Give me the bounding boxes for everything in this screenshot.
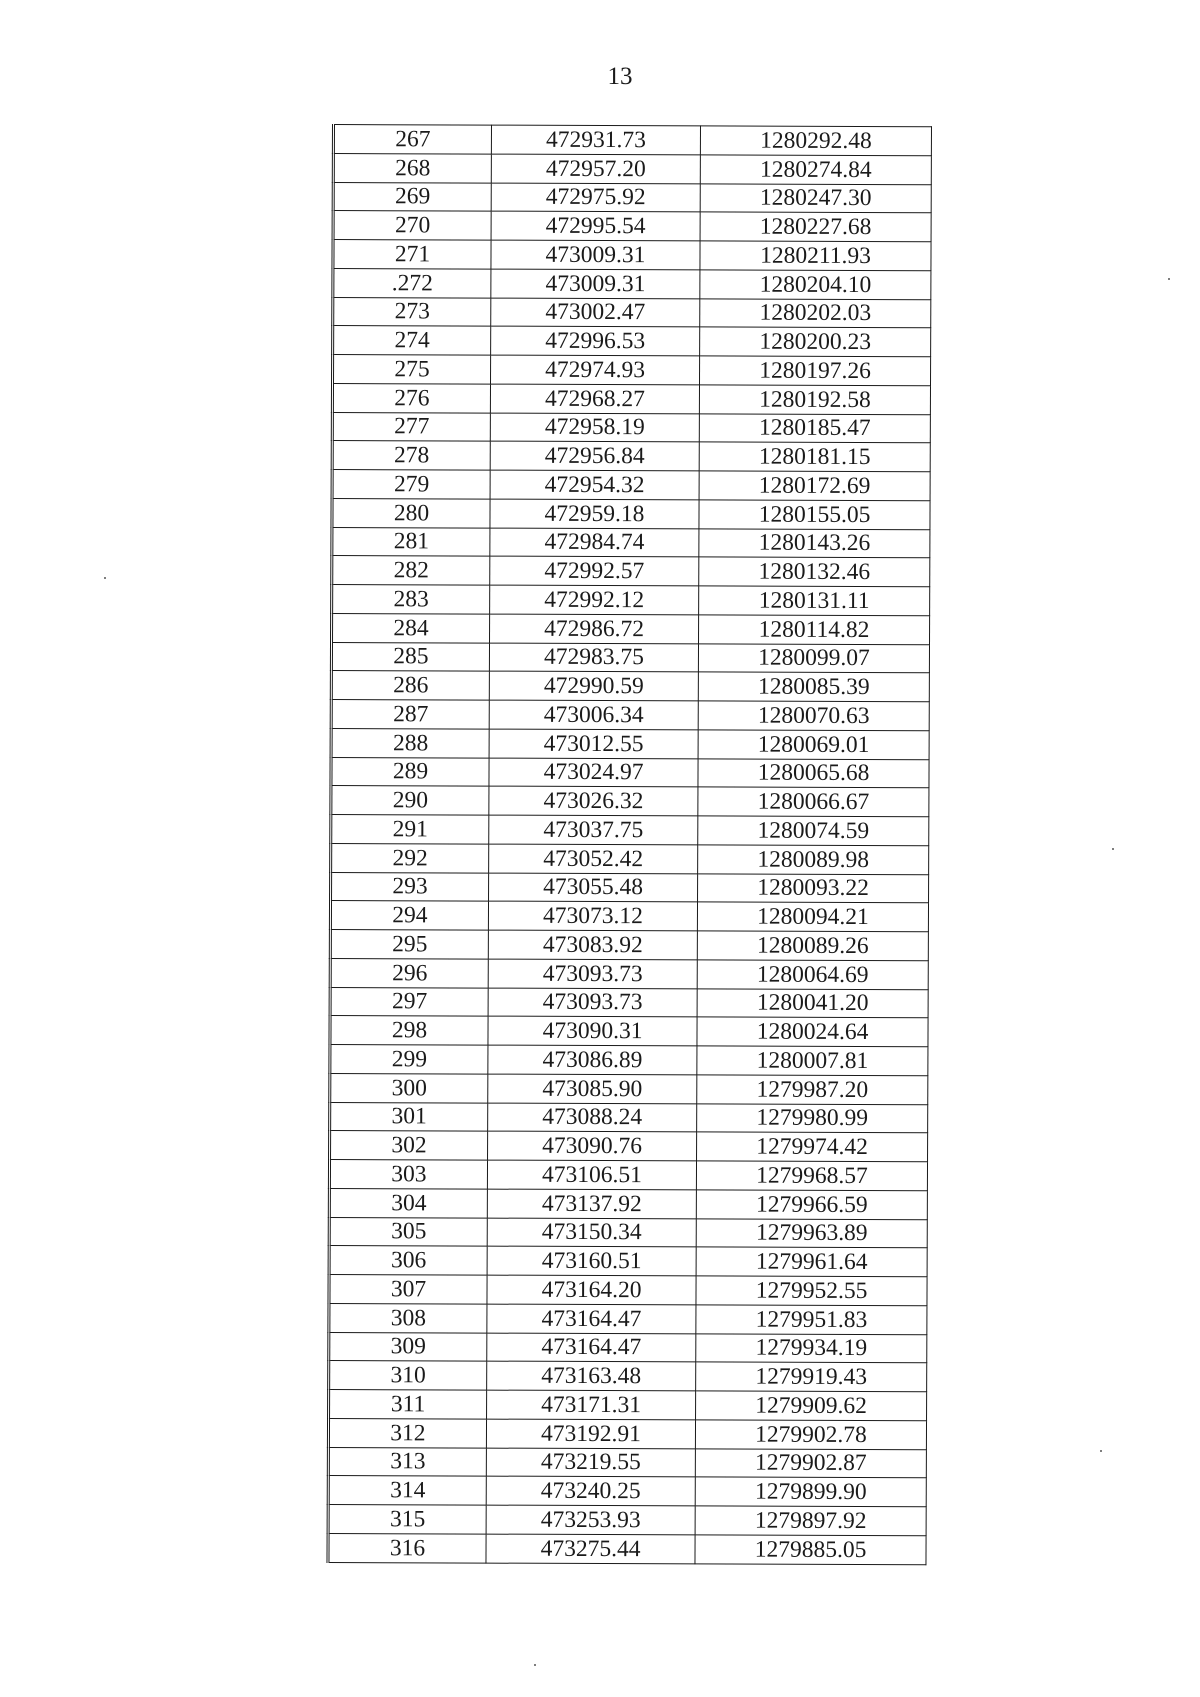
y-coordinate-cell: 1279919.43	[696, 1362, 927, 1392]
x-coordinate-cell: 473037.75	[489, 815, 698, 845]
x-coordinate-cell: 473088.24	[488, 1103, 697, 1133]
x-coordinate-cell: 473012.55	[489, 729, 698, 759]
y-coordinate-cell: 1279902.78	[695, 1420, 926, 1450]
table-row	[332, 412, 930, 443]
x-coordinate-cell: 473073.12	[488, 901, 697, 931]
y-coordinate-cell: 1280247.30	[700, 183, 931, 213]
table-row	[328, 1476, 926, 1507]
y-coordinate-cell: 1280074.59	[698, 816, 929, 846]
x-coordinate-cell: 472959.18	[490, 499, 699, 529]
y-coordinate-cell: 1280070.63	[698, 701, 929, 731]
x-coordinate-cell: 473253.93	[486, 1505, 695, 1535]
x-coordinate-cell: 472974.93	[490, 355, 699, 385]
table-row	[331, 671, 929, 702]
point-number-cell: 295	[330, 929, 488, 958]
table-row	[332, 585, 930, 616]
table-row	[333, 153, 931, 184]
table-row	[333, 182, 931, 213]
x-coordinate-cell: 473052.42	[489, 844, 698, 874]
point-number-cell: 291	[331, 815, 489, 844]
y-coordinate-cell: 1280131.11	[699, 586, 930, 616]
point-number-cell: 292	[331, 843, 489, 872]
table-row	[331, 757, 929, 788]
point-number-cell: 302	[330, 1131, 488, 1160]
x-coordinate-cell: 472984.74	[490, 528, 699, 558]
x-coordinate-cell: 473093.73	[488, 959, 697, 989]
scan-speck	[104, 577, 106, 579]
point-number-cell: 300	[330, 1073, 488, 1102]
point-number-cell: 277	[332, 412, 490, 441]
y-coordinate-cell: 1280085.39	[698, 672, 929, 702]
y-coordinate-cell: 1280094.21	[697, 902, 928, 932]
table-row	[329, 1159, 927, 1190]
table-row	[332, 498, 930, 529]
y-coordinate-cell: 1279987.20	[697, 1075, 928, 1105]
y-coordinate-cell: 1279966.59	[696, 1190, 927, 1220]
point-number-cell: 286	[331, 671, 489, 700]
point-number-cell: 299	[330, 1044, 488, 1073]
y-coordinate-cell: 1279897.92	[695, 1506, 926, 1536]
y-coordinate-cell: 1279951.83	[696, 1305, 927, 1335]
y-coordinate-cell: 1280227.68	[700, 212, 931, 242]
x-coordinate-cell: 473090.31	[488, 1016, 697, 1046]
x-coordinate-cell: 473085.90	[488, 1074, 697, 1104]
y-coordinate-cell: 1280089.98	[698, 845, 929, 875]
point-number-cell: 298	[330, 1016, 488, 1045]
point-number-cell: 280	[332, 498, 490, 527]
point-number-cell: 290	[331, 786, 489, 815]
y-coordinate-cell: 1280069.01	[698, 730, 929, 760]
x-coordinate-cell: 473219.55	[486, 1448, 695, 1478]
y-coordinate-cell: 1279968.57	[696, 1161, 927, 1191]
y-coordinate-cell: 1280181.15	[699, 442, 930, 472]
point-number-cell: 282	[332, 556, 490, 585]
point-number-cell: 301	[330, 1102, 488, 1131]
x-coordinate-cell: 472975.92	[491, 183, 700, 213]
coordinates-table-body	[328, 125, 932, 1565]
point-number-cell: 311	[329, 1389, 487, 1418]
table-row	[330, 1044, 928, 1075]
table-row	[333, 297, 931, 328]
x-coordinate-cell: 473006.34	[489, 700, 698, 730]
x-coordinate-cell: 472986.72	[489, 614, 698, 644]
x-coordinate-cell: 473137.92	[487, 1189, 696, 1219]
y-coordinate-cell: 1279961.64	[696, 1247, 927, 1277]
x-coordinate-cell: 473164.47	[487, 1304, 696, 1334]
coordinates-table	[326, 124, 932, 1565]
table-row	[332, 383, 930, 414]
x-coordinate-cell: 473171.31	[486, 1390, 695, 1420]
table-row	[333, 326, 931, 357]
table-row	[331, 642, 929, 673]
x-coordinate-cell: 472958.19	[490, 413, 699, 443]
table-row	[330, 987, 928, 1018]
table-row	[331, 700, 929, 731]
table-row	[329, 1188, 927, 1219]
x-coordinate-cell: 473083.92	[488, 930, 697, 960]
table-row	[331, 728, 929, 759]
y-coordinate-cell: 1280099.07	[698, 643, 929, 673]
x-coordinate-cell: 472957.20	[491, 154, 700, 184]
x-coordinate-cell: 472990.59	[489, 671, 698, 701]
point-number-cell: 308	[329, 1303, 487, 1332]
y-coordinate-cell: 1279980.99	[697, 1103, 928, 1133]
point-number-cell: 306	[329, 1246, 487, 1275]
table-row	[328, 1447, 926, 1478]
point-number-cell: 303	[329, 1159, 487, 1188]
x-coordinate-cell: 473055.48	[488, 873, 697, 903]
y-coordinate-cell: 1280066.67	[698, 787, 929, 817]
x-coordinate-cell: 473150.34	[487, 1218, 696, 1248]
x-coordinate-cell: 472956.84	[490, 441, 699, 471]
y-coordinate-cell: 1279909.62	[696, 1391, 927, 1421]
point-number-cell: 269	[333, 182, 491, 211]
point-number-cell: 273	[333, 297, 491, 326]
x-coordinate-cell: 472996.53	[491, 326, 700, 356]
y-coordinate-cell: 1280274.84	[700, 155, 931, 185]
y-coordinate-cell: 1280065.68	[698, 758, 929, 788]
table-row	[329, 1332, 927, 1363]
table-row	[331, 815, 929, 846]
table-row	[332, 441, 930, 472]
table-row	[333, 211, 931, 242]
table-row	[333, 355, 931, 386]
x-coordinate-cell: 472983.75	[489, 643, 698, 673]
y-coordinate-cell: 1279885.05	[695, 1535, 926, 1565]
x-coordinate-cell: 473086.89	[488, 1045, 697, 1075]
x-coordinate-cell: 473192.91	[486, 1419, 695, 1449]
point-number-cell: 279	[332, 470, 490, 499]
x-coordinate-cell: 473002.47	[491, 298, 700, 328]
table-row	[329, 1361, 927, 1392]
y-coordinate-cell: 1280132.46	[699, 557, 930, 587]
point-number-cell: 284	[332, 613, 490, 642]
table-row	[329, 1217, 927, 1248]
y-coordinate-cell: 1280200.23	[700, 327, 931, 357]
x-coordinate-cell: 473090.76	[487, 1131, 696, 1161]
point-number-cell: 267	[333, 125, 491, 154]
table-row	[331, 872, 929, 903]
table-row	[330, 901, 928, 932]
table-row	[329, 1303, 927, 1334]
point-number-cell: 287	[331, 700, 489, 729]
point-number-cell: 283	[332, 585, 490, 614]
point-number-cell: 314	[328, 1476, 486, 1505]
x-coordinate-cell: 473024.97	[489, 758, 698, 788]
y-coordinate-cell: 1280024.64	[697, 1017, 928, 1047]
y-coordinate-cell: 1279902.87	[695, 1448, 926, 1478]
table-row	[328, 1533, 926, 1564]
y-coordinate-cell: 1279934.19	[696, 1333, 927, 1363]
y-coordinate-cell: 1280185.47	[699, 413, 930, 443]
y-coordinate-cell: 1280114.82	[699, 615, 930, 645]
y-coordinate-cell: 1280089.26	[697, 931, 928, 961]
point-number-cell: 275	[333, 355, 491, 384]
point-number-cell: 285	[331, 642, 489, 671]
x-coordinate-cell: 473009.31	[491, 240, 700, 270]
y-coordinate-cell: 1280007.81	[697, 1046, 928, 1076]
y-coordinate-cell: 1280202.03	[700, 298, 931, 328]
point-number-cell: 289	[331, 757, 489, 786]
point-number-cell: 271	[333, 240, 491, 269]
point-number-cell: 309	[329, 1332, 487, 1361]
x-coordinate-cell: 473240.25	[486, 1476, 695, 1506]
point-number-cell: 268	[333, 153, 491, 182]
x-coordinate-cell: 472992.57	[490, 556, 699, 586]
y-coordinate-cell: 1279974.42	[697, 1132, 928, 1162]
table-row	[330, 958, 928, 989]
y-coordinate-cell: 1280204.10	[700, 270, 931, 300]
table-row	[328, 1418, 926, 1449]
x-coordinate-cell: 473093.73	[488, 988, 697, 1018]
y-coordinate-cell: 1280172.69	[699, 471, 930, 501]
table-row	[330, 1102, 928, 1133]
y-coordinate-cell: 1280211.93	[700, 241, 931, 271]
x-coordinate-cell: 473009.31	[491, 269, 700, 299]
x-coordinate-cell: 473106.51	[487, 1160, 696, 1190]
table-row	[333, 268, 931, 299]
y-coordinate-cell: 1280155.05	[699, 500, 930, 530]
x-coordinate-cell: 473160.51	[487, 1246, 696, 1276]
table-row	[332, 470, 930, 501]
table-row	[329, 1389, 927, 1420]
point-number-cell: 281	[332, 527, 490, 556]
table-row	[332, 556, 930, 587]
point-number-cell: 276	[332, 383, 490, 412]
x-coordinate-cell: 473164.47	[487, 1333, 696, 1363]
point-number-cell: 305	[329, 1217, 487, 1246]
table-row	[332, 613, 930, 644]
y-coordinate-cell: 1280064.69	[697, 960, 928, 990]
point-number-cell: .272	[333, 268, 491, 297]
point-number-cell: 296	[330, 958, 488, 987]
x-coordinate-cell: 473163.48	[487, 1361, 696, 1391]
page-number: 13	[607, 63, 633, 90]
point-number-cell: 294	[330, 901, 488, 930]
table-row	[330, 1131, 928, 1162]
point-number-cell: 297	[330, 987, 488, 1016]
table-row	[333, 125, 931, 156]
x-coordinate-cell: 472931.73	[491, 125, 700, 155]
x-coordinate-cell: 473026.32	[489, 786, 698, 816]
point-number-cell: 278	[332, 441, 490, 470]
scan-speck	[1112, 848, 1114, 850]
point-number-cell: 316	[328, 1533, 486, 1562]
x-coordinate-cell: 473275.44	[486, 1534, 695, 1564]
point-number-cell: 270	[333, 211, 491, 240]
x-coordinate-cell: 472995.54	[491, 211, 700, 241]
x-coordinate-cell: 472992.12	[490, 585, 699, 615]
y-coordinate-cell: 1280192.58	[699, 385, 930, 415]
point-number-cell: 313	[328, 1447, 486, 1476]
x-coordinate-cell: 473164.20	[487, 1275, 696, 1305]
y-coordinate-cell: 1280143.26	[699, 528, 930, 558]
point-number-cell: 288	[331, 728, 489, 757]
table-row	[333, 240, 931, 271]
scan-speck	[1168, 278, 1170, 280]
x-coordinate-cell: 472968.27	[490, 384, 699, 414]
y-coordinate-cell: 1280197.26	[700, 356, 931, 386]
table-row	[328, 1504, 926, 1535]
table-row	[329, 1274, 927, 1305]
y-coordinate-cell: 1279963.89	[696, 1218, 927, 1248]
table-row	[329, 1246, 927, 1277]
y-coordinate-cell: 1280292.48	[700, 126, 931, 156]
point-number-cell: 274	[333, 326, 491, 355]
point-number-cell: 293	[331, 872, 489, 901]
table-row	[330, 1073, 928, 1104]
y-coordinate-cell: 1279952.55	[696, 1276, 927, 1306]
scan-speck	[534, 1664, 536, 1666]
point-number-cell: 307	[329, 1274, 487, 1303]
point-number-cell: 310	[329, 1361, 487, 1390]
point-number-cell: 312	[328, 1418, 486, 1447]
table-row	[330, 1016, 928, 1047]
point-number-cell: 304	[329, 1188, 487, 1217]
table-row	[331, 843, 929, 874]
table-row	[330, 929, 928, 960]
y-coordinate-cell: 1280093.22	[698, 873, 929, 903]
x-coordinate-cell: 472954.32	[490, 470, 699, 500]
y-coordinate-cell: 1280041.20	[697, 988, 928, 1018]
y-coordinate-cell: 1279899.90	[695, 1477, 926, 1507]
table-row	[332, 527, 930, 558]
point-number-cell: 315	[328, 1504, 486, 1533]
scan-speck	[1100, 1450, 1102, 1452]
table-row	[331, 786, 929, 817]
